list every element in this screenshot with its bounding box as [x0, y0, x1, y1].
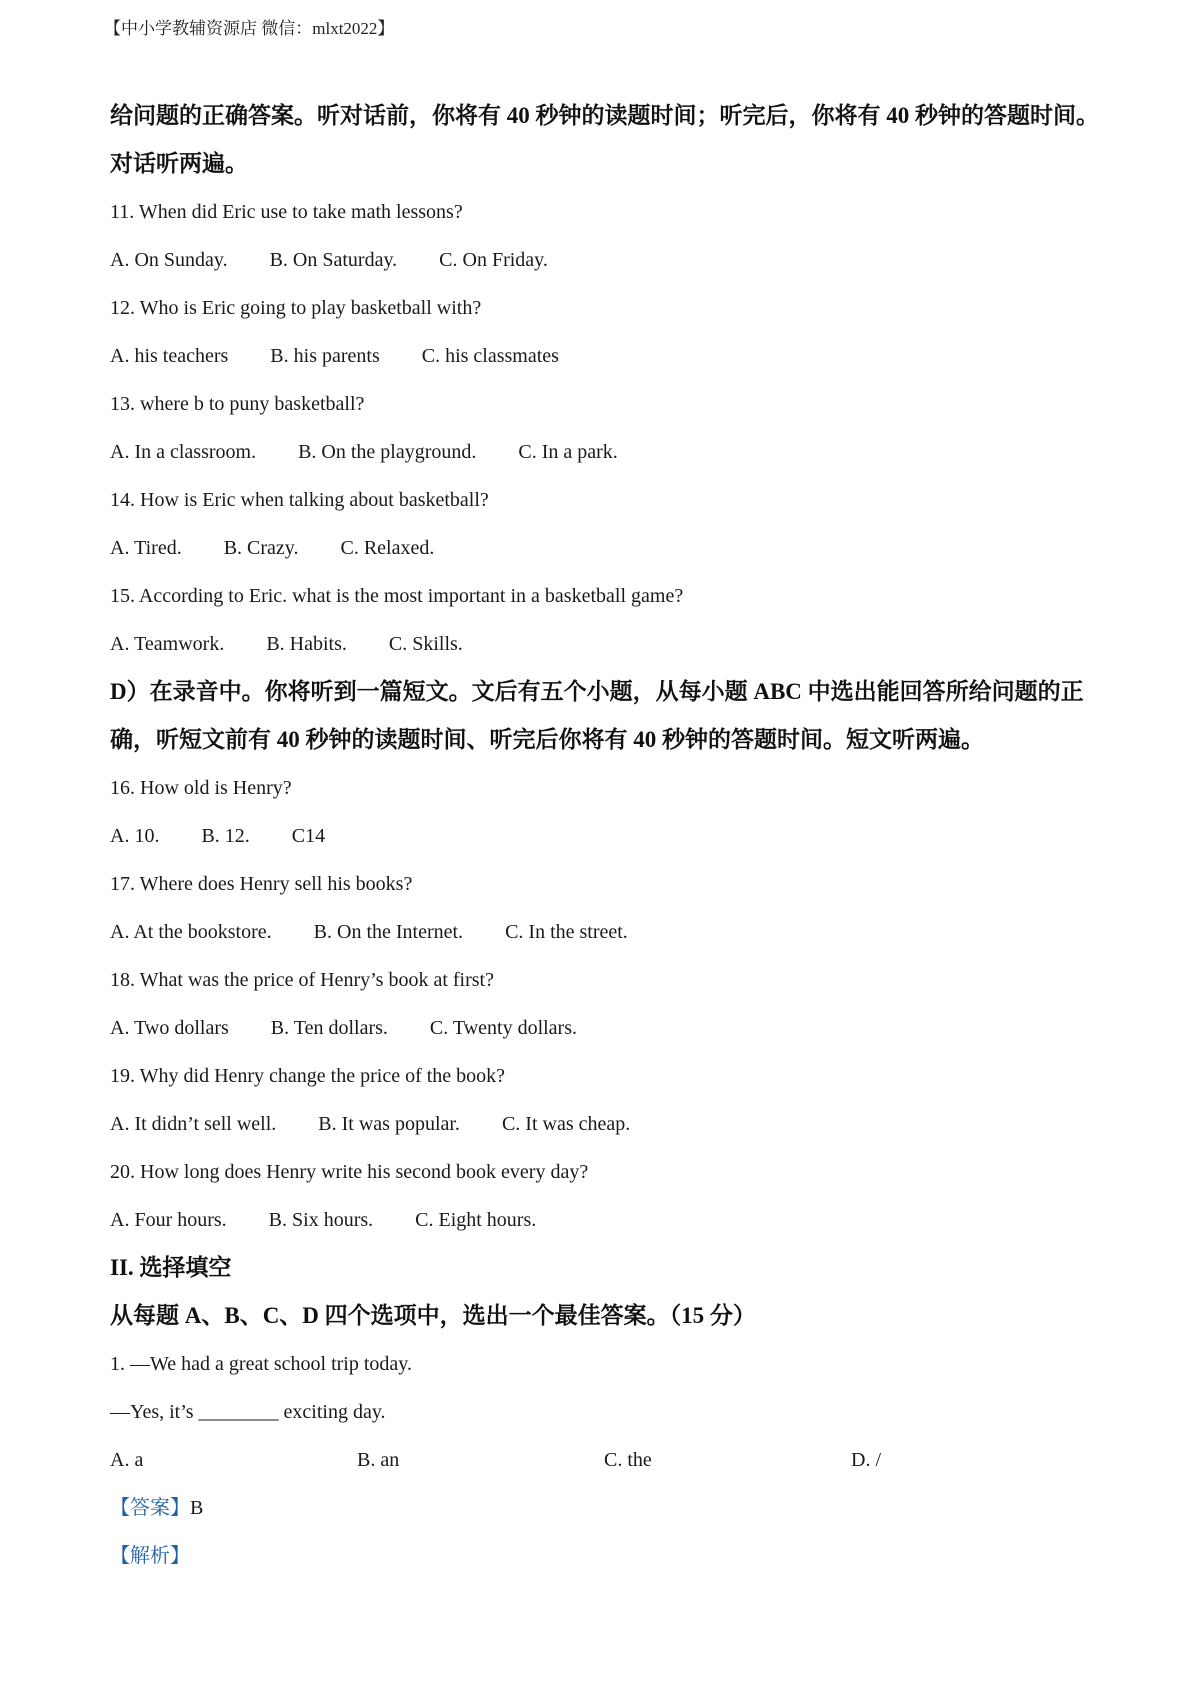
- option-a: A. At the bookstore.: [110, 921, 272, 943]
- option-c: C. In a park.: [518, 441, 618, 463]
- option-a: A. his teachers: [110, 345, 229, 367]
- options-14: [110, 524, 1120, 572]
- option-c: C14: [291, 825, 326, 847]
- section-ii-instruction: 从每题 A、B、C、D 四个选项中，选出一个最佳答案。（15 分）: [110, 1303, 756, 1328]
- option-a: A. Two dollars: [110, 1017, 229, 1039]
- answer-label: 【答案】: [110, 1497, 190, 1519]
- option-a: A. a: [110, 1449, 144, 1471]
- option-a: A. It didn’t sell well.: [110, 1113, 277, 1135]
- option-c: C. the: [604, 1449, 652, 1471]
- question-20: 20. How long does Henry write his second book every day?: [110, 1161, 589, 1183]
- option-b: B. Habits.: [266, 633, 347, 655]
- option-a: A. Teamwork.: [110, 633, 225, 655]
- options-17: [110, 908, 1120, 956]
- question-19: 19. Why did Henry change the price of the book?: [110, 1065, 506, 1087]
- option-b: B. 12.: [201, 825, 250, 847]
- option-b: B. his parents: [270, 345, 380, 367]
- question-14: 14. How is Eric when talking about basketball?: [110, 489, 489, 511]
- mc-options: [110, 1436, 1120, 1484]
- page-content: [110, 92, 1120, 1580]
- options-11: [110, 236, 1120, 284]
- option-d: D. /: [851, 1449, 881, 1471]
- watermark-text: 【中小学教辅资源店 微信：mlxt2022】: [104, 19, 395, 38]
- option-b: B. Six hours.: [268, 1209, 374, 1231]
- question-15: 15. According to Eric. what is the most important in a basketball game?: [110, 585, 684, 607]
- option-b: B. Crazy.: [223, 537, 299, 559]
- option-a: A. Four hours.: [110, 1209, 227, 1231]
- answer-value: B: [190, 1497, 204, 1519]
- listening-instruction: 给问题的正确答案。听对话前，你将有 40 秒钟的读题时间；听完后，你将有 40 秒钟的答题时间。对话听两遍。: [110, 103, 1099, 176]
- option-b: B. Ten dollars.: [270, 1017, 388, 1039]
- mc-question-line-2: —Yes, it’s ________ exciting day.: [110, 1401, 386, 1423]
- section-d-instruction: D）在录音中。你将听到一篇短文。文后有五个小题，从每小题 ABC 中选出能回答所给问题的正确，听短文前有 40 秒钟的读题时间、听完后你将有 40 秒钟的答题时间。短文听两遍。: [110, 679, 1084, 752]
- option-a: A. On Sunday.: [110, 249, 228, 271]
- option-b: B. an: [357, 1449, 400, 1471]
- option-c: C. On Friday.: [439, 249, 548, 271]
- options-16: [110, 812, 1120, 860]
- options-15: [110, 620, 1120, 668]
- option-c: C. Relaxed.: [340, 537, 435, 559]
- option-b: B. On the playground.: [298, 441, 477, 463]
- option-c: C. In the street.: [505, 921, 628, 943]
- option-a: A. 10.: [110, 825, 160, 847]
- section-ii-title: II. 选择填空: [110, 1255, 232, 1280]
- question-11: 11. When did Eric use to take math lessons?: [110, 201, 463, 223]
- question-12: 12. Who is Eric going to play basketball with?: [110, 297, 482, 319]
- analysis-line: [110, 1532, 1120, 1580]
- option-c: C. Skills.: [388, 633, 463, 655]
- mc-question-line-1: 1. —We had a great school trip today.: [110, 1353, 413, 1375]
- option-a: A. Tired.: [110, 537, 182, 559]
- option-c: C. Twenty dollars.: [429, 1017, 577, 1039]
- option-c: C. It was cheap.: [501, 1113, 631, 1135]
- options-12: [110, 332, 1120, 380]
- option-b: B. It was popular.: [318, 1113, 460, 1135]
- answer-line: [110, 1484, 1120, 1532]
- question-18: 18. What was the price of Henry’s book at first?: [110, 969, 494, 991]
- question-13: 13. where b to puny basketball?: [110, 393, 365, 415]
- question-17: 17. Where does Henry sell his books?: [110, 873, 413, 895]
- option-c: C. Eight hours.: [415, 1209, 537, 1231]
- option-b: B. On the Internet.: [313, 921, 464, 943]
- options-13: [110, 428, 1120, 476]
- option-c: C. his classmates: [421, 345, 559, 367]
- option-b: B. On Saturday.: [269, 249, 398, 271]
- question-16: 16. How old is Henry?: [110, 777, 292, 799]
- option-a: A. In a classroom.: [110, 441, 257, 463]
- analysis-label: 【解析】: [110, 1545, 190, 1567]
- options-19: [110, 1100, 1120, 1148]
- options-18: [110, 1004, 1120, 1052]
- options-20: [110, 1196, 1120, 1244]
